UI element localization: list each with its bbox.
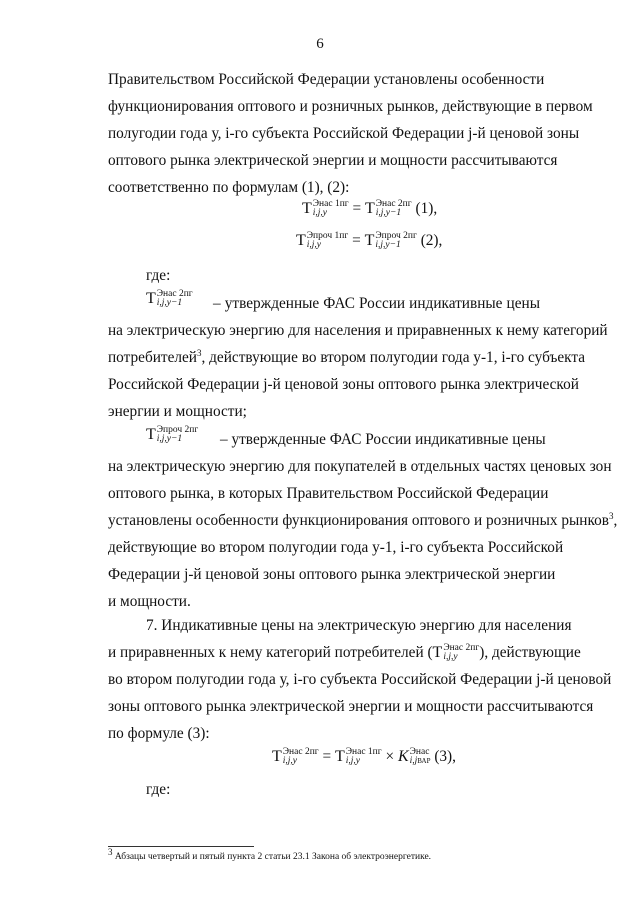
definition-symbol: T Эпроч 2пг i,j,y−1 — [146, 425, 199, 445]
text-line: соответственно по формулам (1), (2): — [108, 179, 350, 196]
text-line: оптового рынка, в которых Правительством Российской Федерации — [108, 485, 549, 502]
text-line: на электрическую энергию для населения и приравненных к нему категорий — [108, 322, 608, 339]
page-number: 6 — [316, 36, 324, 52]
text-line: где: — [146, 781, 171, 798]
text-line: Федерации j-й ценовой зоны оптового рынка электрической энергии — [108, 566, 556, 583]
text-line: установлены особенности функционирования оптового и розничных рынков$^3$, — [108, 510, 618, 529]
formula-2: T Эпроч 1пг i,j,y = T Эпроч 2пг i,j,y−1 (2), — [296, 231, 443, 251]
text-line: и мощности. — [108, 593, 191, 610]
formula-3: T Энас 2пг i,j,y = T Энас 1пг i,j,y × K Энас i,jВАР (3), — [272, 747, 456, 767]
text-line: энергии и мощности; — [108, 403, 247, 420]
text-line: на электрическую энергию для покупателей в отдельных частях ценовых зон — [108, 458, 612, 475]
text-line: зоны оптового рынка электрической энергии и мощности рассчитываются — [108, 698, 594, 715]
text-line: по формуле (3): — [108, 725, 210, 742]
text-line: 7. Индикативные цены на электрическую энергию для населения — [146, 617, 572, 634]
definition-symbol: T Энас 2пг i,j,y−1 — [146, 289, 193, 309]
footnote: $^3$ Абзацы четвертый и пятый пункта 2 статьи 23.1 Закона об электроэнергетике. — [108, 847, 432, 863]
text-line: – утвержденные ФАС России индикативные цены — [213, 295, 540, 312]
text-line: и приравненных к нему категорий потребителей (T Энас 2пг i,j,y ), действующие — [108, 643, 581, 663]
text-line: функционирования оптового и розничных рынков, действующие в первом — [108, 98, 593, 115]
text-line: полугодии года у, i-го субъекта Российской Федерации j-й ценовой зоны — [108, 125, 580, 142]
text-line: – утвержденные ФАС России индикативные цены — [220, 431, 546, 448]
footnote-divider — [108, 846, 254, 847]
text-line: где: — [146, 267, 171, 284]
text-line: Российской Федерации j-й ценовой зоны оптового рынка электрической — [108, 376, 579, 393]
text-line: действующие во втором полугодии года у-1, i-го субъекта Российской — [108, 539, 564, 556]
text-line: во втором полугодии года у, i-го субъекта Российской Федерации j-й ценовой — [108, 671, 612, 688]
formula-1: T Энас 1пг i,j,y = T Энас 2пг i,j,y−1 (1), — [302, 199, 438, 219]
text-line: потребителей$^3$, действующие во втором полугодии года у-1, i-го субъекта — [108, 347, 586, 366]
text-line: Правительством Российской Федерации установлены особенности — [108, 71, 545, 88]
text-line: оптового рынка электрической энергии и мощности рассчитываются — [108, 152, 558, 169]
